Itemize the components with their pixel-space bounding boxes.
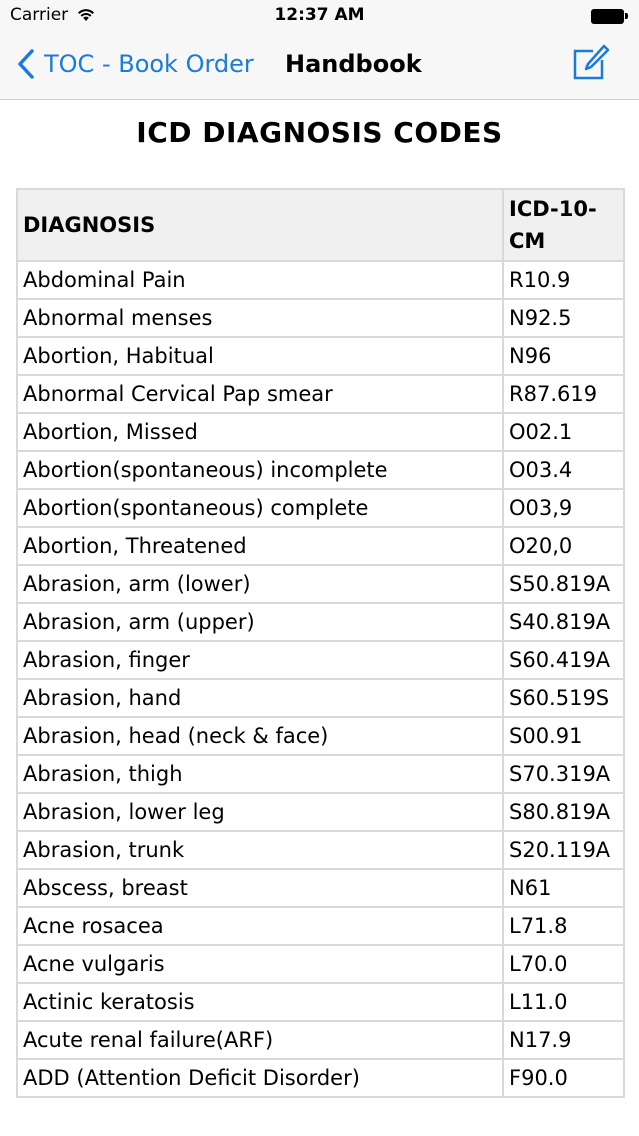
diagnosis-cell: Abrasion, lower leg — [17, 793, 503, 831]
header-icd-code: ICD-10-CM — [503, 189, 624, 261]
status-time: 12:37 AM — [274, 5, 365, 25]
back-button[interactable] — [16, 48, 254, 80]
diagnosis-cell: Abdominal Pain — [17, 261, 503, 299]
back-button-label: TOC - Book Order — [44, 50, 254, 78]
diagnosis-cell: Actinic keratosis — [17, 983, 503, 1021]
table-row — [17, 375, 624, 413]
table-row — [17, 299, 624, 337]
icd-code-cell: R10.9 — [503, 261, 624, 299]
battery-icon — [591, 8, 629, 24]
diagnosis-cell: Abortion, Threatened — [17, 527, 503, 565]
table-row — [17, 337, 624, 375]
diagnosis-cell: Abscess, breast — [17, 869, 503, 907]
icd-code-cell: S00.91 — [503, 717, 624, 755]
icd-code-cell: L70.0 — [503, 945, 624, 983]
diagnosis-cell: Abrasion, finger — [17, 641, 503, 679]
icd-code-cell: L71.8 — [503, 907, 624, 945]
diagnosis-cell: Abnormal menses — [17, 299, 503, 337]
diagnosis-cell: Abnormal Cervical Pap smear — [17, 375, 503, 413]
icd-code-cell: S60.419A — [503, 641, 624, 679]
icd-code-cell: S50.819A — [503, 565, 624, 603]
table-row — [17, 261, 624, 299]
status-bar — [0, 0, 639, 34]
table-row — [17, 907, 624, 945]
diagnosis-cell: Abortion(spontaneous) complete — [17, 489, 503, 527]
diagnosis-cell: Abrasion, thigh — [17, 755, 503, 793]
table-header-row — [17, 189, 624, 261]
table-row — [17, 489, 624, 527]
icd-code-cell: S20.119A — [503, 831, 624, 869]
icd-codes-table — [16, 188, 625, 1098]
table-row — [17, 451, 624, 489]
icd-code-cell: O20,0 — [503, 527, 624, 565]
diagnosis-cell: Abrasion, trunk — [17, 831, 503, 869]
table-row — [17, 717, 624, 755]
diagnosis-cell: Abortion(spontaneous) incomplete — [17, 451, 503, 489]
icd-code-cell: S40.819A — [503, 603, 624, 641]
icd-code-cell: O03,9 — [503, 489, 624, 527]
table-row — [17, 641, 624, 679]
diagnosis-cell: Abortion, Habitual — [17, 337, 503, 375]
page-heading: ICD DIAGNOSIS CODES — [136, 116, 503, 149]
table-row — [17, 755, 624, 793]
icd-code-cell: N17.9 — [503, 1021, 624, 1059]
codes-table-container — [16, 188, 623, 1098]
table-row — [17, 679, 624, 717]
icd-code-cell: R87.619 — [503, 375, 624, 413]
icd-code-cell: F90.0 — [503, 1059, 624, 1097]
diagnosis-cell: Abrasion, hand — [17, 679, 503, 717]
diagnosis-cell: Abrasion, arm (lower) — [17, 565, 503, 603]
icd-code-cell: N92.5 — [503, 299, 624, 337]
table-body — [17, 261, 624, 1097]
table-row — [17, 527, 624, 565]
icd-code-cell: S80.819A — [503, 793, 624, 831]
table-row — [17, 945, 624, 983]
table-row — [17, 413, 624, 451]
icd-code-cell: S60.519S — [503, 679, 624, 717]
diagnosis-cell: Abrasion, arm (upper) — [17, 603, 503, 641]
table-row — [17, 983, 624, 1021]
table-row — [17, 831, 624, 869]
navigation-bar — [0, 34, 639, 100]
header-diagnosis: DIAGNOSIS — [17, 189, 503, 261]
icd-code-cell: N61 — [503, 869, 624, 907]
diagnosis-cell: Acne rosacea — [17, 907, 503, 945]
table-row — [17, 1021, 624, 1059]
diagnosis-cell: Acute renal failure(ARF) — [17, 1021, 503, 1059]
icd-code-cell: O03.4 — [503, 451, 624, 489]
diagnosis-cell: Abrasion, head (neck & face) — [17, 717, 503, 755]
diagnosis-cell: Acne vulgaris — [17, 945, 503, 983]
table-row — [17, 869, 624, 907]
nav-title: Handbook — [285, 50, 422, 78]
icd-code-cell: N96 — [503, 337, 624, 375]
chevron-left-icon — [16, 48, 36, 80]
diagnosis-cell: ADD (Attention Deficit Disorder) — [17, 1059, 503, 1097]
table-row — [17, 1059, 624, 1097]
carrier-label: Carrier — [10, 5, 69, 25]
compose-icon[interactable] — [571, 44, 609, 82]
table-row — [17, 603, 624, 641]
table-row — [17, 793, 624, 831]
icd-code-cell: S70.319A — [503, 755, 624, 793]
icd-code-cell: L11.0 — [503, 983, 624, 1021]
table-row — [17, 565, 624, 603]
icd-code-cell: O02.1 — [503, 413, 624, 451]
diagnosis-cell: Abortion, Missed — [17, 413, 503, 451]
